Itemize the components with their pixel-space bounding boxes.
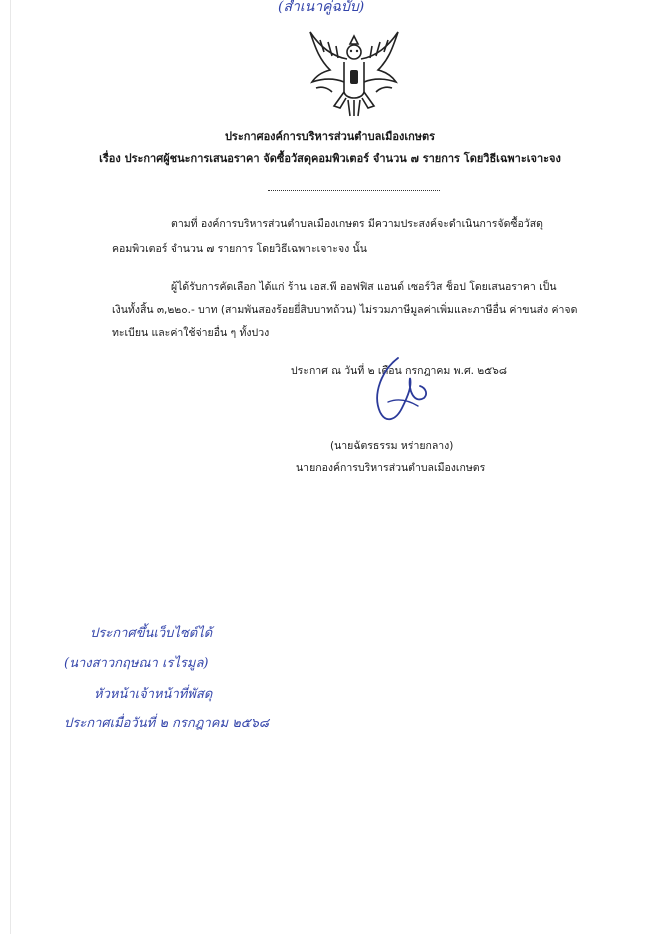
handwritten-note-3: หัวหน้าเจ้าหน้าที่พัสดุ [94,687,213,702]
signer-name: (นายฉัตรธรรม หร่ายกลาง) [330,440,454,452]
garuda-emblem-icon [300,26,408,120]
divider-dotted [268,190,440,191]
subject-line: เรื่อง ประกาศผู้ชนะการเสนอราคา จัดซื้อวัสดุคอมพิวเตอร์ จำนวน ๗ รายการ โดยวิธีเฉพาะเจาะจง [99,152,561,165]
handwritten-copy-note: (สำเนาคู่ฉบับ) [278,0,365,15]
announce-date-line: ประกาศ ณ วันที่ ๒ เดือน กรกฎาคม พ.ศ. ๒๕๖๘ [291,365,507,377]
paragraph-2-line-2: เงินทั้งสิ้น ๓,๒๒๐.- บาท (สามพันสองร้อยยี่สิบบาทถ้วน) ไม่รวมภาษีมูลค่าเพิ่มและภาษีอื่น ค่าขนส่ง ค่าจด [112,304,578,316]
handwritten-note-4: ประกาศเมื่อวันที่ ๒ กรกฎาคม ๒๕๖๘ [64,716,269,731]
paragraph-1-line-2: คอมพิวเตอร์ จำนวน ๗ รายการ โดยวิธีเฉพาะเจาะจง นั้น [112,243,367,255]
paragraph-2-line-1: ผู้ได้รับการคัดเลือก ได้แก่ ร้าน เอส.พี ออฟฟิส แอนด์ เซอร์วิส ช็อป โดยเสนอราคา เป็น [171,281,557,293]
org-title: ประกาศองค์การบริหารส่วนตำบลเมืองเกษตร [224,130,436,143]
handwritten-note-2: (นางสาวกฤษณา เรไรมูล) [64,656,209,671]
paragraph-2-line-3: ทะเบียน และค่าใช้จ่ายอื่น ๆ ทั้งปวง [112,327,270,339]
signer-position: นายกองค์การบริหารส่วนตำบลเมืองเกษตร [296,462,486,474]
paragraph-1-line-1: ตามที่ องค์การบริหารส่วนตำบลเมืองเกษตร มีความประสงค์จะดำเนินการจัดซื้อวัสดุ [171,218,543,230]
handwritten-signature-icon [368,350,438,430]
handwritten-note-1: ประกาศขึ้นเว็บไซต์ได้ [90,626,213,641]
